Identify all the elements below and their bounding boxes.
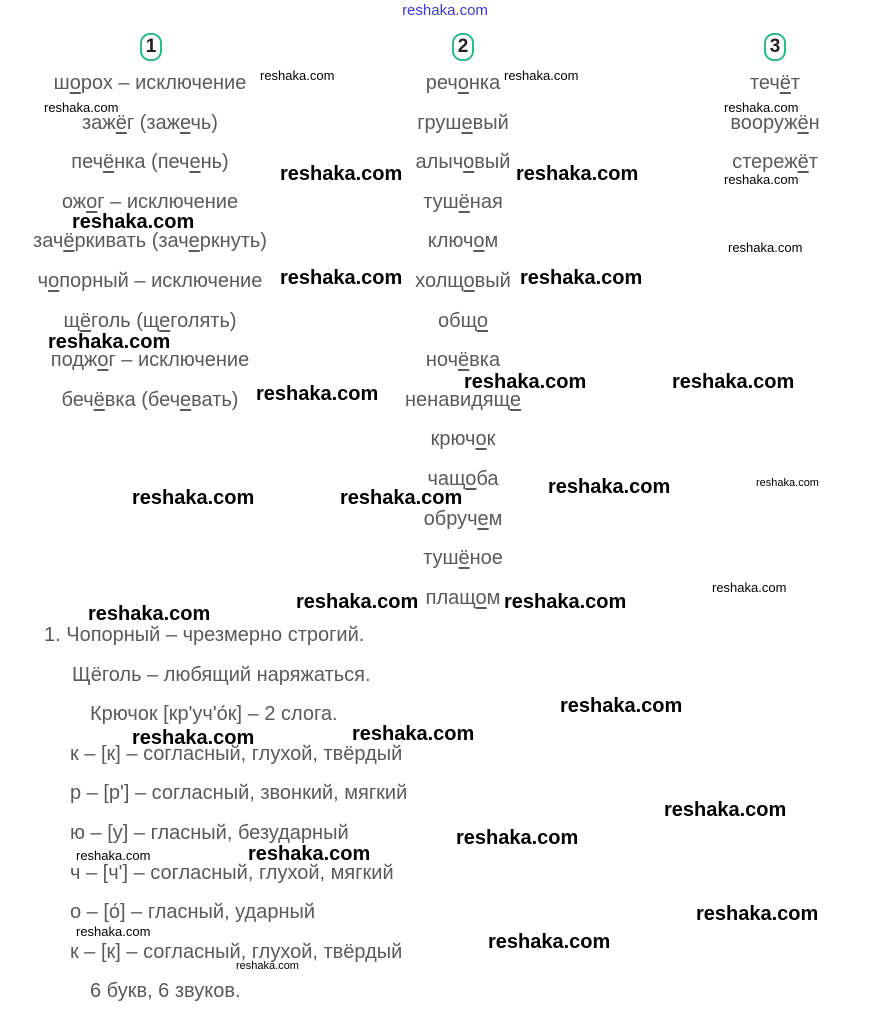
watermark-text: reshaka.com [72, 211, 195, 233]
answer-line: Щёголь – любящий наряжаться. [72, 663, 371, 686]
watermark-text: reshaka.com [260, 68, 335, 83]
column-2-word: тушёное [423, 547, 503, 570]
answer-line: 6 букв, 6 звуков. [90, 980, 241, 1003]
column-1-word: щёголь (щеголять) [63, 309, 237, 332]
watermark-text: reshaka.com [76, 924, 151, 939]
watermark-text: reshaka.com [132, 727, 255, 749]
column-1-word: бечёвка (бечевать) [61, 388, 239, 411]
watermark-text: reshaka.com [48, 331, 171, 353]
column-1-word: ожог – исключение [61, 190, 239, 213]
answer-line: 1. Чопорный – чрезмерно строгий. [44, 624, 365, 646]
column-1-word: зачёркивать (зачеркнуть) [33, 230, 267, 253]
watermark-text: reshaka.com [672, 371, 795, 393]
answer-line: о – [о́] – гласный, ударный [70, 901, 316, 924]
watermark-text: reshaka.com [464, 371, 587, 393]
column-2-word: тушёная [423, 190, 503, 213]
watermark-text: reshaka.com [724, 100, 799, 115]
watermark-text: reshaka.com [340, 487, 463, 509]
answer-line: Крючок [кр'уч'о́к] – 2 слога. [90, 703, 338, 726]
column-2-word: алычовый [415, 151, 511, 174]
watermark-text: reshaka.com [132, 487, 255, 509]
column-2-word: холщовый [415, 270, 511, 292]
watermark-text: reshaka.com [696, 903, 819, 925]
column-2-word: чащоба [427, 468, 499, 490]
watermark-text: reshaka.com [712, 580, 787, 595]
column-number-1: 1 [140, 33, 162, 61]
answer-line: ч – [ч'] – согласный, глухой, мягкий [70, 861, 394, 884]
column-1-word: шорох – исключение [53, 72, 247, 94]
watermark-text: reshaka.com [88, 603, 211, 625]
column-2-word: грушевый [417, 111, 509, 134]
column-number-2: 2 [452, 33, 474, 61]
column-1-word: печёнка (печень) [71, 151, 229, 174]
column-1-word: зажёг (зажечь) [82, 111, 218, 134]
answer-line: ю – [у] – гласный, безударный [70, 822, 349, 844]
column-2-word: крючок [430, 428, 496, 451]
watermark-text: reshaka.com [352, 723, 475, 745]
watermark-text: reshaka.com [548, 476, 671, 498]
watermark-text: reshaka.com [236, 960, 299, 972]
watermark-text: reshaka.com [516, 163, 639, 185]
column-2-word: ночёвка [425, 349, 501, 372]
column-1-word: чопорный – исключение [37, 270, 263, 292]
column-3-word: стережёт [732, 151, 818, 174]
watermark-text: reshaka.com [520, 267, 643, 289]
column-2-word: обручем [423, 507, 503, 530]
watermark-text: reshaka.com [664, 799, 787, 821]
column-3-word: течёт [749, 72, 801, 94]
watermark-text: reshaka.com [504, 68, 579, 83]
column-2-word: плащом [425, 586, 501, 609]
column-3-word: вооружён [730, 111, 820, 134]
column-number-3: 3 [764, 33, 786, 61]
column-2-word: ключом [427, 230, 499, 253]
answer-line: к – [к] – согласный, глухой, твёрдый [70, 940, 403, 963]
watermark-text: reshaka.com [456, 827, 579, 849]
watermark-text: reshaka.com [756, 477, 819, 489]
column-1-word: поджог – исключение [50, 349, 250, 372]
watermark-text: reshaka.com [248, 843, 371, 865]
watermark-text: reshaka.com [724, 172, 799, 187]
watermark-text: reshaka.com [728, 240, 803, 255]
watermark-text: reshaka.com [44, 100, 119, 115]
watermark-text: reshaka.com [488, 931, 611, 953]
site-header[interactable]: reshaka.com [402, 2, 488, 19]
watermark-text: reshaka.com [504, 591, 627, 613]
watermark-text: reshaka.com [296, 591, 419, 613]
column-2-word: речонка [425, 72, 501, 94]
watermark-text: reshaka.com [76, 848, 151, 863]
watermark-text: reshaka.com [560, 695, 683, 717]
answer-line: р – [р'] – согласный, звонкий, мягкий [70, 782, 408, 805]
answer-line: к – [к] – согласный, глухой, твёрдый [70, 742, 403, 765]
watermark-text: reshaka.com [280, 163, 403, 185]
column-2-word: общо [438, 309, 488, 332]
column-2-word: ненавидяще [405, 388, 521, 411]
watermark-text: reshaka.com [280, 267, 403, 289]
watermark-text: reshaka.com [256, 383, 379, 405]
